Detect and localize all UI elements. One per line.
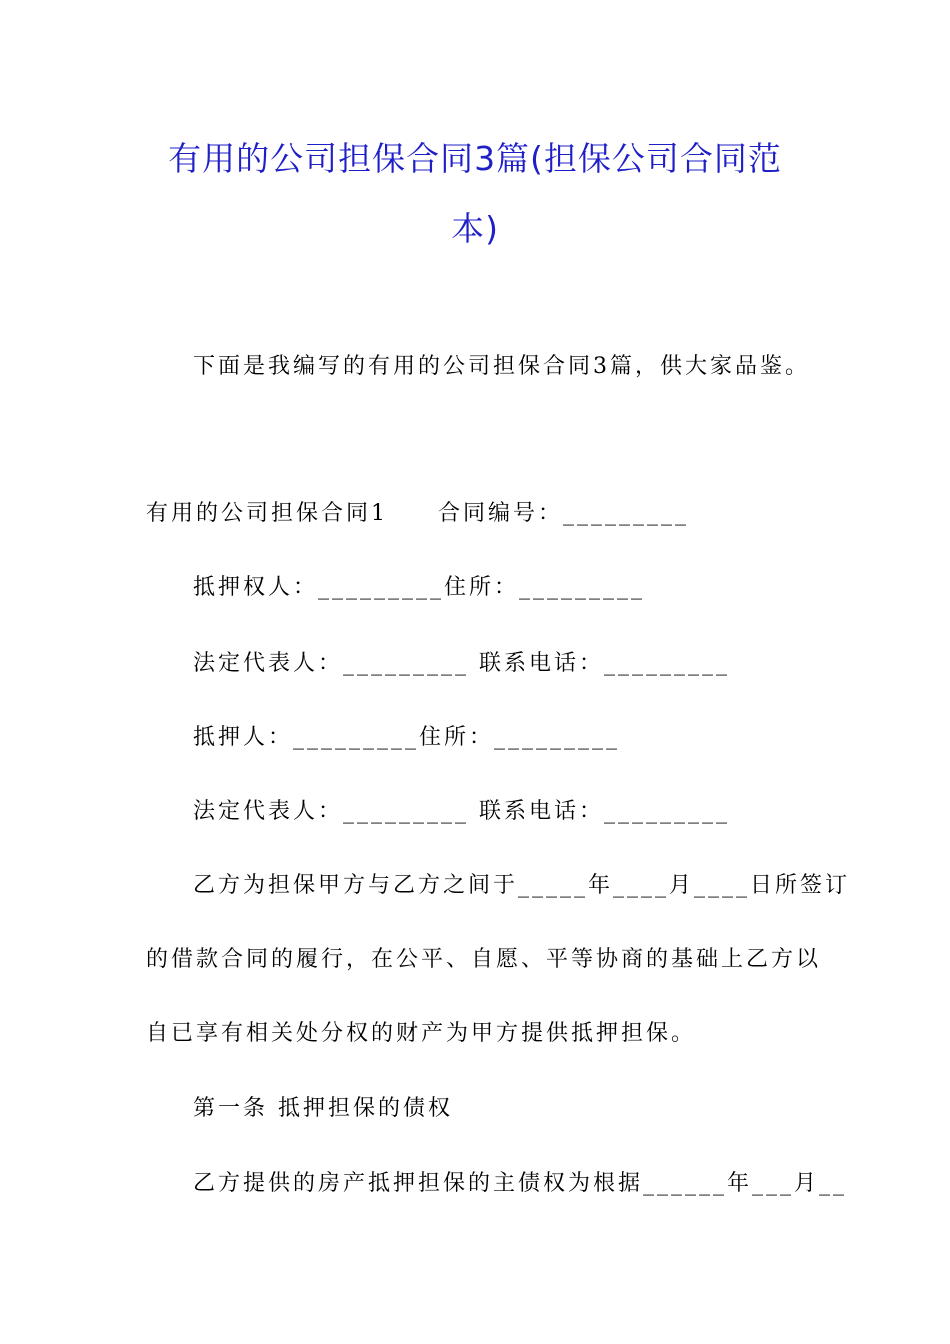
intro-paragraph: 下面是我编写的有用的公司担保合同3篇，供大家品鉴。 [193, 354, 810, 379]
mortgagor-representative-line: 法定代表人：_________ 联系电话：_________ [193, 799, 730, 824]
article-1-line-1: 乙方提供的房产抵押担保的主债权为根据______年___月__ [193, 1171, 848, 1196]
mortgagor-line: 抵押人：_________住所：_________ [193, 725, 621, 750]
preamble-line-2: 的借款合同的履行，在公平、自愿、平等协商的基础上乙方以 [146, 947, 822, 972]
preamble-line-3: 自已享有相关处分权的财产为甲方提供抵押担保。 [146, 1021, 697, 1046]
contract-1-header: 有用的公司担保合同1 合同编号：_________ [146, 501, 689, 526]
document-title-line-2: 本) [451, 209, 499, 248]
article-1-heading: 第一条 抵押担保的债权 [193, 1096, 453, 1121]
preamble-line-1: 乙方为担保甲方与乙方之间于_____年____月____日所签订 [193, 873, 851, 898]
mortgagee-line: 抵押权人：_________住所：_________ [193, 575, 646, 600]
document-title-line-1: 有用的公司担保合同3篇(担保公司合同范 [168, 139, 782, 178]
mortgagee-representative-line: 法定代表人：_________ 联系电话：_________ [193, 651, 730, 676]
